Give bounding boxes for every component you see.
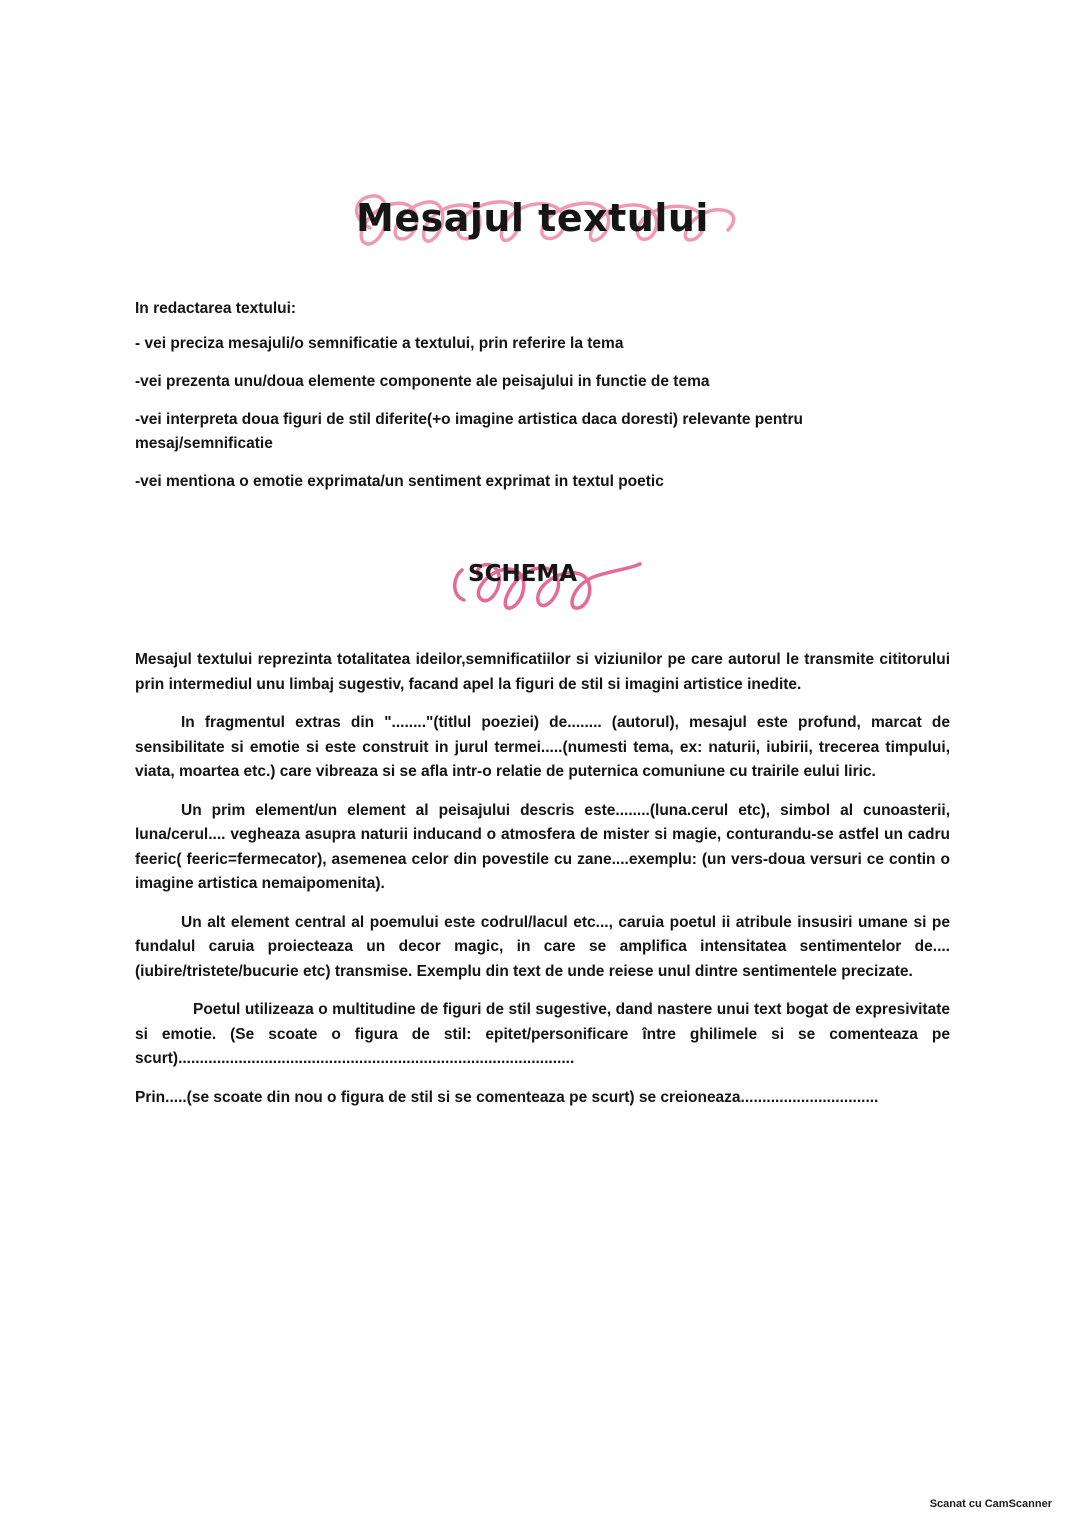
body-text: [135, 648, 950, 1124]
instructions-lead: In redactarea textului:: [135, 300, 297, 317]
scanner-watermark: Scanat cu CamScanner: [929, 1498, 1052, 1510]
schema-heading-block: [440, 548, 650, 620]
instruction-item: -vei interpreta doua figuri de stil diferite(+o imagine artistica daca doresti) relevante pentru mesaj/semnificatie: [135, 411, 803, 452]
paragraph: Poetul utilizeaza o multitudine de figuri de stil sugestive, dand nastere unui text bogat de expresivitate si emotie. (Se scoate o figura de stil: epitet/personificare între ghilimele si se comenteaza pe scurt)............................................................................................: [135, 1001, 950, 1067]
page-title: Mesajul textului: [356, 196, 709, 240]
title-block: [340, 178, 750, 268]
paragraph: Prin.....(se scoate din nou o figura de stil si se comenteaza pe scurt) se creioneaza................................: [135, 1088, 879, 1106]
paragraph: In fragmentul extras din "........"(titlul poeziei) de........ (autorul), mesajul este profund, marcat de sensibilitate si emotie si este construit in jurul termei.....(numesti tema, ex: naturii, iubirii, trecerea timpului, viata, moartea etc.) care vibreaza si se afla intr-o relatie de puternica comuniune cu trairile eului liric.: [135, 714, 950, 780]
paragraph: Un prim element/un element al peisajului descris este........(luna.cerul etc), simbol al cunoasterii, luna/cerul.... vegheaza asupra naturii inducand o atmosfera de mister si magie, conturandu-se astfel un cadru feeric( feeric=fermecator), asemenea celor din povestile cu zane....exemplu: (un vers-doua versuri ce contin o imagine artistica nemaipomenita).: [135, 801, 950, 892]
paragraph: Un alt element central al poemului este codrul/lacul etc..., caruia poetul ii atribule insusiri umane si pe fundalul caruia proiecteaza un decor magic, in care se amplifica intensitatea sentimentelor de....(iubire/tristete/bucurie etc) transmise. Exemplu din text de unde reiese unul dintre sentimentele precizate.: [135, 913, 950, 980]
schema-heading: SCHEMA: [468, 561, 578, 587]
instruction-item: -vei prezenta unu/doua elemente componente ale peisajului in functie de tema: [135, 373, 710, 390]
instructions-block: [135, 300, 935, 508]
instruction-item: -vei mentiona o emotie exprimata/un sentiment exprimat in textul poetic: [135, 473, 664, 490]
instructions-list: [135, 332, 935, 494]
instruction-item: - vei preciza mesajuli/o semnificatie a textului, prin referire la tema: [135, 335, 624, 352]
paragraph: Mesajul textului reprezinta totalitatea ideilor,semnificatiilor si viziunilor pe care autorul le transmite cititorului prin intermediul unu limbaj sugestiv, facand apel la figuri de stil si imagini artistice inedite.: [135, 651, 950, 693]
